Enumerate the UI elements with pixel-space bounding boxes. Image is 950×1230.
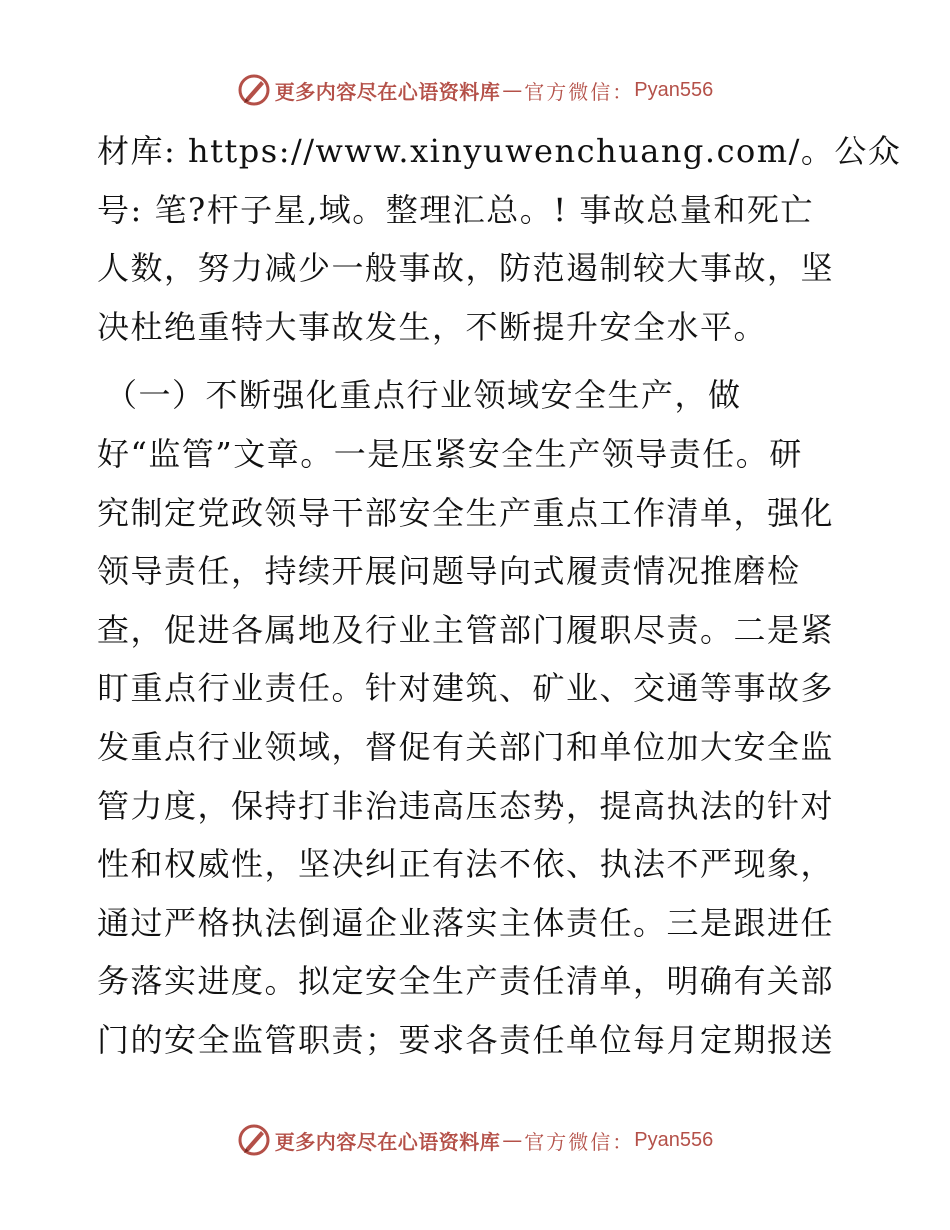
text-line: 决杜绝重特大事故发生，不断提升安全水平。: [97, 307, 768, 346]
paragraph-1: [97, 122, 902, 356]
text-line: 材库: https://www.xinyuwenchuang.com/。公众: [97, 132, 902, 170]
text-line: 究制定党政领导干部安全生产重点工作清单，强化: [97, 493, 835, 532]
footer-dash: —: [502, 1128, 523, 1152]
text-line: 发重点行业领域，督促有关部门和单位加大安全监: [97, 727, 835, 766]
header-watermark: [0, 70, 950, 110]
header-wechat-id: Pyan556: [634, 78, 714, 101]
header-label: 官方微信：: [524, 79, 635, 104]
header-brand: 更多内容尽在心语资料库: [274, 79, 501, 104]
text-line: 好“监管”文章。一是压紧安全生产领导责任。研: [97, 434, 803, 473]
paragraph-2: [97, 425, 857, 1070]
text-line: 领导责任，持续开展问题导向式履责情况推磨检: [97, 552, 801, 591]
footer-watermark: [0, 1120, 950, 1160]
text-line: 门的安全监管职责；要求各责任单位每月定期报送: [97, 1020, 835, 1059]
document-body: [97, 122, 902, 1070]
pen-logo-icon: [237, 1123, 271, 1157]
text-line: 务落实进度。拟定安全生产责任清单，明确有关部: [97, 962, 835, 1001]
text-line: 盯重点行业责任。针对建筑、矿业、交通等事故多: [97, 669, 835, 708]
text-line: 通过严格执法倒逼企业落实主体责任。三是跟进任: [97, 903, 835, 942]
text-line: 查，促进各属地及行业主管部门履职尽责。二是紧: [97, 610, 835, 649]
pen-logo-icon: [237, 73, 271, 107]
text-line: 管力度，保持打非治违高压态势，提高执法的针对: [97, 786, 835, 825]
header-dash: —: [502, 78, 523, 102]
footer-brand: 更多内容尽在心语资料库: [274, 1129, 501, 1154]
footer-label: 官方微信：: [524, 1129, 635, 1154]
text-line: 号: 笔?杆子星,域。整理汇总。! 事故总量和死亡: [97, 190, 814, 229]
footer-wechat-id: Pyan556: [634, 1128, 714, 1151]
text-line: 人数，努力减少一般事故，防范遏制较大事故，坚: [97, 249, 835, 288]
text-line: 性和权威性，坚决纠正有法不依、执法不严现象，: [97, 845, 835, 884]
section-heading: （一）不断强化重点行业领域安全生产，做: [105, 376, 742, 415]
